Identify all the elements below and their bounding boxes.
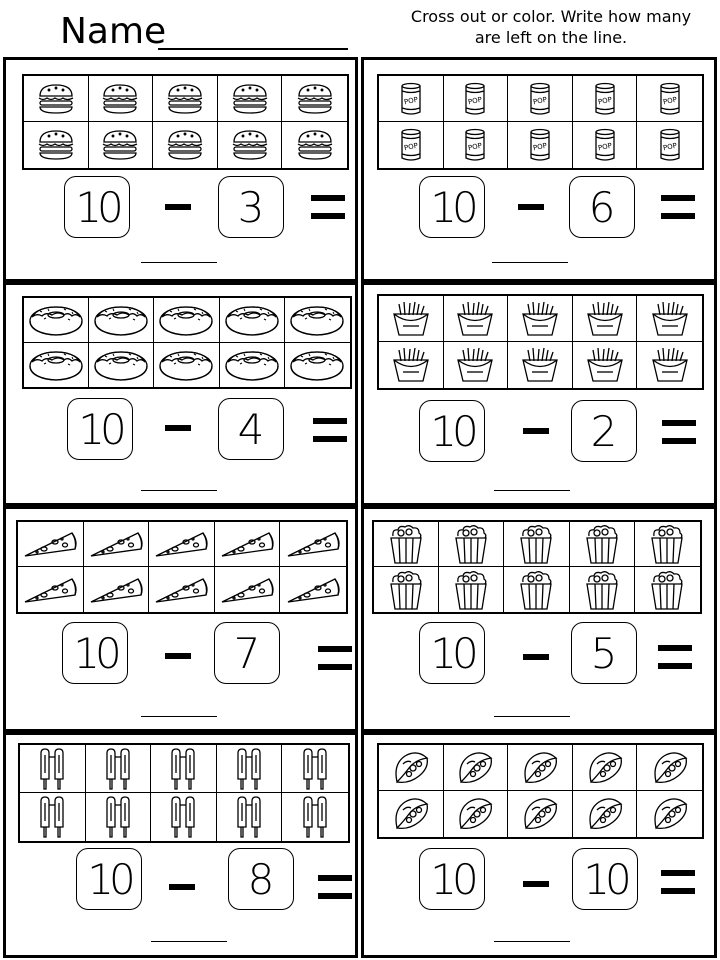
- ten-frame-cell[interactable]: [154, 343, 219, 388]
- popsicle-icon: [37, 747, 67, 791]
- ten-frame-cell[interactable]: [439, 522, 504, 567]
- problem-card-7: [3, 732, 358, 958]
- ten-frame-cell[interactable]: [570, 522, 635, 567]
- ten-frame-cell[interactable]: [508, 296, 573, 342]
- ten-frame-cell[interactable]: [573, 122, 638, 168]
- ten-frame-cell[interactable]: [215, 567, 281, 612]
- ten-frame-cell[interactable]: [444, 296, 509, 342]
- soda-can-icon: [592, 128, 618, 162]
- donut-icon: [158, 303, 214, 337]
- popcorn-icon: [517, 524, 555, 564]
- ten-frame-cell[interactable]: [573, 342, 638, 388]
- answer-line-6[interactable]: [494, 716, 570, 717]
- problem-card-8: [361, 732, 717, 958]
- ten-frame-cell[interactable]: [635, 522, 700, 567]
- ten-frame-cell[interactable]: [24, 76, 89, 122]
- problem-card-1: [3, 57, 358, 282]
- popcorn-icon: [387, 524, 425, 564]
- ten-frame-cell[interactable]: [637, 745, 702, 791]
- donut-icon: [224, 303, 280, 337]
- problem-card-5: [3, 506, 358, 732]
- popsicle-icon: [103, 795, 133, 839]
- soda-can-icon: [462, 82, 488, 116]
- minuend-box-3: 10: [67, 398, 133, 460]
- ten-frame-cell[interactable]: [84, 567, 150, 612]
- minuend-box-7: 10: [76, 848, 142, 910]
- ten-frame-cell[interactable]: [282, 793, 348, 841]
- ten-frame-cell[interactable]: [504, 567, 569, 612]
- donut-icon: [224, 348, 280, 382]
- svg-text:POP: POP: [532, 95, 548, 106]
- svg-text:POP: POP: [596, 95, 613, 106]
- problem-card-6: [361, 506, 717, 732]
- equals-sign-8: [661, 870, 695, 894]
- hamburger-icon: [230, 129, 270, 161]
- popsicle-icon: [103, 747, 133, 791]
- minuend-box-6: 10: [419, 622, 485, 684]
- ten-frame-cell[interactable]: [18, 522, 84, 567]
- ten-frame-cell[interactable]: [444, 122, 509, 168]
- ten-frame-cell[interactable]: [153, 122, 218, 168]
- subtrahend-box-2: 6: [569, 176, 635, 238]
- subtrahend-box-6: 5: [571, 622, 637, 684]
- name-label: Name: [60, 11, 167, 52]
- svg-text:POP: POP: [662, 95, 678, 106]
- donut-icon: [93, 348, 149, 382]
- ten-frame-cell[interactable]: [215, 522, 281, 567]
- ten-frame-cell[interactable]: [508, 342, 573, 388]
- equals-sign-2: [661, 195, 695, 219]
- ten-frame-cell[interactable]: [637, 76, 702, 122]
- svg-text:POP: POP: [403, 95, 419, 106]
- ten-frame-cell[interactable]: [89, 76, 154, 122]
- svg-text:POP: POP: [467, 141, 484, 153]
- taco-icon: [650, 750, 690, 786]
- donut-icon: [289, 348, 345, 382]
- subtrahend-box-8: 10: [572, 848, 638, 910]
- ten-frame-7: [18, 743, 350, 843]
- ten-frame-cell[interactable]: [280, 522, 346, 567]
- popcorn-icon: [583, 524, 621, 564]
- ten-frame-cell[interactable]: [374, 567, 439, 612]
- popsicle-icon: [234, 747, 264, 791]
- pizza-slice-icon: [153, 575, 209, 605]
- ten-frame-cell[interactable]: [154, 298, 219, 343]
- popsicle-icon: [37, 795, 67, 839]
- problem-card-2: [361, 57, 717, 282]
- subtrahend-box-4: 2: [571, 400, 637, 462]
- hamburger-icon: [230, 83, 270, 115]
- donut-icon: [28, 303, 84, 337]
- pizza-slice-icon: [88, 575, 144, 605]
- minus-sign-1: [165, 204, 191, 210]
- ten-frame-cell[interactable]: [89, 298, 154, 343]
- pizza-slice-icon: [153, 529, 209, 559]
- ten-frame-cell[interactable]: [20, 793, 86, 841]
- hamburger-icon: [165, 83, 205, 115]
- minuend-box-8: 10: [419, 848, 485, 910]
- ten-frame-cell[interactable]: [637, 791, 702, 837]
- ten-frame-2: [377, 74, 704, 170]
- french-fries-icon: [391, 301, 431, 337]
- ten-frame-cell[interactable]: [285, 343, 350, 388]
- popcorn-icon: [517, 570, 555, 610]
- pizza-slice-icon: [285, 575, 341, 605]
- instruction-line-2: are left on the line.: [474, 28, 628, 47]
- french-fries-icon: [585, 301, 625, 337]
- ten-frame-cell[interactable]: [282, 745, 348, 793]
- french-fries-icon: [455, 347, 495, 383]
- popcorn-icon: [387, 570, 425, 610]
- ten-frame-3: [22, 296, 352, 389]
- equals-sign-6: [658, 645, 692, 669]
- ten-frame-cell[interactable]: [24, 298, 89, 343]
- svg-text:POP: POP: [467, 95, 484, 106]
- soda-can-icon: [398, 128, 424, 162]
- minus-sign-3: [165, 425, 191, 431]
- taco-icon: [455, 750, 495, 786]
- ten-frame-cell[interactable]: [374, 522, 439, 567]
- ten-frame-cell[interactable]: [217, 793, 283, 841]
- ten-frame-cell[interactable]: [149, 522, 215, 567]
- equals-sign-3: [313, 418, 347, 442]
- minuend-box-5: 10: [62, 622, 128, 684]
- hamburger-icon: [36, 83, 76, 115]
- minus-sign-7: [169, 884, 195, 890]
- popsicle-icon: [300, 795, 330, 839]
- ten-frame-cell[interactable]: [149, 567, 215, 612]
- minus-sign-6: [523, 654, 549, 660]
- ten-frame-cell[interactable]: [217, 745, 283, 793]
- popcorn-icon: [648, 570, 686, 610]
- ten-frame-cell[interactable]: [637, 296, 702, 342]
- svg-text:POP: POP: [662, 141, 678, 153]
- ten-frame-6: [372, 520, 702, 614]
- minus-sign-4: [523, 428, 549, 434]
- taco-icon: [650, 796, 690, 832]
- ten-frame-cell[interactable]: [444, 745, 509, 791]
- ten-frame-cell[interactable]: [280, 567, 346, 612]
- ten-frame-cell[interactable]: [444, 76, 509, 122]
- taco-icon: [391, 750, 431, 786]
- taco-icon: [520, 796, 560, 832]
- problem-card-4: [361, 282, 717, 506]
- taco-icon: [585, 750, 625, 786]
- name-answer-line[interactable]: [158, 48, 348, 50]
- answer-line-7[interactable]: [151, 941, 227, 942]
- popcorn-icon: [452, 524, 490, 564]
- soda-can-icon: [462, 128, 488, 162]
- ten-frame-cell[interactable]: [637, 122, 702, 168]
- ten-frame-cell[interactable]: [282, 76, 347, 122]
- ten-frame-cell[interactable]: [153, 76, 218, 122]
- donut-icon: [93, 303, 149, 337]
- subtrahend-box-5: 7: [214, 622, 280, 684]
- donut-icon: [28, 348, 84, 382]
- ten-frame-cell[interactable]: [84, 522, 150, 567]
- hamburger-icon: [165, 129, 205, 161]
- ten-frame-cell[interactable]: [508, 76, 573, 122]
- ten-frame-cell[interactable]: [151, 745, 217, 793]
- soda-can-icon: [592, 82, 618, 116]
- ten-frame-cell[interactable]: [508, 791, 573, 837]
- ten-frame-5: [16, 520, 348, 614]
- ten-frame-cell[interactable]: [444, 791, 509, 837]
- popsicle-icon: [234, 795, 264, 839]
- pizza-slice-icon: [219, 575, 275, 605]
- pizza-slice-icon: [22, 529, 78, 559]
- instruction-line-1: Cross out or color. Write how many: [410, 7, 692, 26]
- soda-can-icon: [398, 82, 424, 116]
- ten-frame-cell[interactable]: [24, 343, 89, 388]
- ten-frame-cell[interactable]: [379, 745, 444, 791]
- ten-frame-cell[interactable]: [573, 791, 638, 837]
- answer-line-4[interactable]: [494, 490, 570, 491]
- pizza-slice-icon: [219, 529, 275, 559]
- french-fries-icon: [455, 301, 495, 337]
- popcorn-icon: [648, 524, 686, 564]
- ten-frame-cell[interactable]: [444, 342, 509, 388]
- subtrahend-box-7: 8: [228, 848, 294, 910]
- french-fries-icon: [650, 347, 690, 383]
- ten-frame-cell[interactable]: [285, 298, 350, 343]
- ten-frame-cell[interactable]: [282, 122, 347, 168]
- french-fries-icon: [391, 347, 431, 383]
- equals-sign-7: [318, 875, 352, 899]
- hamburger-icon: [295, 129, 335, 161]
- minuend-box-1: 10: [64, 176, 130, 238]
- ten-frame-cell[interactable]: [635, 567, 700, 612]
- ten-frame-cell[interactable]: [573, 745, 638, 791]
- ten-frame-cell[interactable]: [379, 296, 444, 342]
- problem-card-3: [3, 282, 358, 506]
- answer-line-5[interactable]: [141, 716, 217, 717]
- ten-frame-cell[interactable]: [151, 793, 217, 841]
- pizza-slice-icon: [22, 575, 78, 605]
- french-fries-icon: [585, 347, 625, 383]
- ten-frame-cell[interactable]: [637, 342, 702, 388]
- svg-text:POP: POP: [403, 141, 419, 153]
- pizza-slice-icon: [285, 529, 341, 559]
- ten-frame-cell[interactable]: [573, 296, 638, 342]
- ten-frame-cell[interactable]: [573, 76, 638, 122]
- ten-frame-cell[interactable]: [379, 342, 444, 388]
- taco-icon: [585, 796, 625, 832]
- svg-text:POP: POP: [596, 141, 613, 153]
- ten-frame-cell[interactable]: [20, 745, 86, 793]
- ten-frame-cell[interactable]: [89, 122, 154, 168]
- answer-line-8[interactable]: [494, 941, 570, 942]
- subtrahend-box-3: 4: [218, 398, 284, 460]
- soda-can-icon: [527, 128, 553, 162]
- ten-frame-cell[interactable]: [89, 343, 154, 388]
- hamburger-icon: [295, 83, 335, 115]
- answer-line-1[interactable]: [141, 262, 217, 263]
- minus-sign-5: [165, 653, 191, 659]
- ten-frame-cell[interactable]: [220, 298, 285, 343]
- equals-sign-4: [662, 420, 696, 444]
- svg-text:POP: POP: [532, 141, 548, 153]
- french-fries-icon: [520, 301, 560, 337]
- french-fries-icon: [520, 347, 560, 383]
- ten-frame-cell[interactable]: [86, 793, 152, 841]
- hamburger-icon: [36, 129, 76, 161]
- ten-frame-cell[interactable]: [504, 522, 569, 567]
- instructions: [388, 6, 714, 48]
- taco-icon: [520, 750, 560, 786]
- minuend-box-4: 10: [419, 400, 485, 462]
- popsicle-icon: [168, 747, 198, 791]
- soda-can-icon: [527, 82, 553, 116]
- donut-icon: [289, 303, 345, 337]
- popsicle-icon: [168, 795, 198, 839]
- equals-sign-5: [318, 646, 352, 670]
- ten-frame-cell[interactable]: [570, 567, 635, 612]
- ten-frame-8: [377, 743, 704, 839]
- ten-frame-cell[interactable]: [379, 76, 444, 122]
- ten-frame-cell[interactable]: [439, 567, 504, 612]
- minuend-box-2: 10: [419, 176, 485, 238]
- ten-frame-cell[interactable]: [218, 76, 283, 122]
- ten-frame-cell[interactable]: [24, 122, 89, 168]
- donut-icon: [158, 348, 214, 382]
- taco-icon: [391, 796, 431, 832]
- popsicle-icon: [300, 747, 330, 791]
- popcorn-icon: [452, 570, 490, 610]
- ten-frame-cell[interactable]: [220, 343, 285, 388]
- ten-frame-cell[interactable]: [218, 122, 283, 168]
- pizza-slice-icon: [88, 529, 144, 559]
- equals-sign-1: [311, 195, 345, 219]
- soda-can-icon: [657, 82, 683, 116]
- minus-sign-2: [518, 204, 544, 210]
- soda-can-icon: [657, 128, 683, 162]
- minus-sign-8: [523, 881, 549, 887]
- popcorn-icon: [583, 570, 621, 610]
- ten-frame-4: [377, 294, 704, 390]
- taco-icon: [455, 796, 495, 832]
- ten-frame-cell[interactable]: [86, 745, 152, 793]
- hamburger-icon: [100, 129, 140, 161]
- ten-frame-1: [22, 74, 349, 170]
- french-fries-icon: [650, 301, 690, 337]
- ten-frame-cell[interactable]: [379, 122, 444, 168]
- answer-line-3[interactable]: [141, 490, 217, 491]
- hamburger-icon: [100, 83, 140, 115]
- ten-frame-cell[interactable]: [379, 791, 444, 837]
- answer-line-2[interactable]: [492, 262, 568, 263]
- ten-frame-cell[interactable]: [508, 122, 573, 168]
- ten-frame-cell[interactable]: [18, 567, 84, 612]
- ten-frame-cell[interactable]: [508, 745, 573, 791]
- subtrahend-box-1: 3: [218, 176, 284, 238]
